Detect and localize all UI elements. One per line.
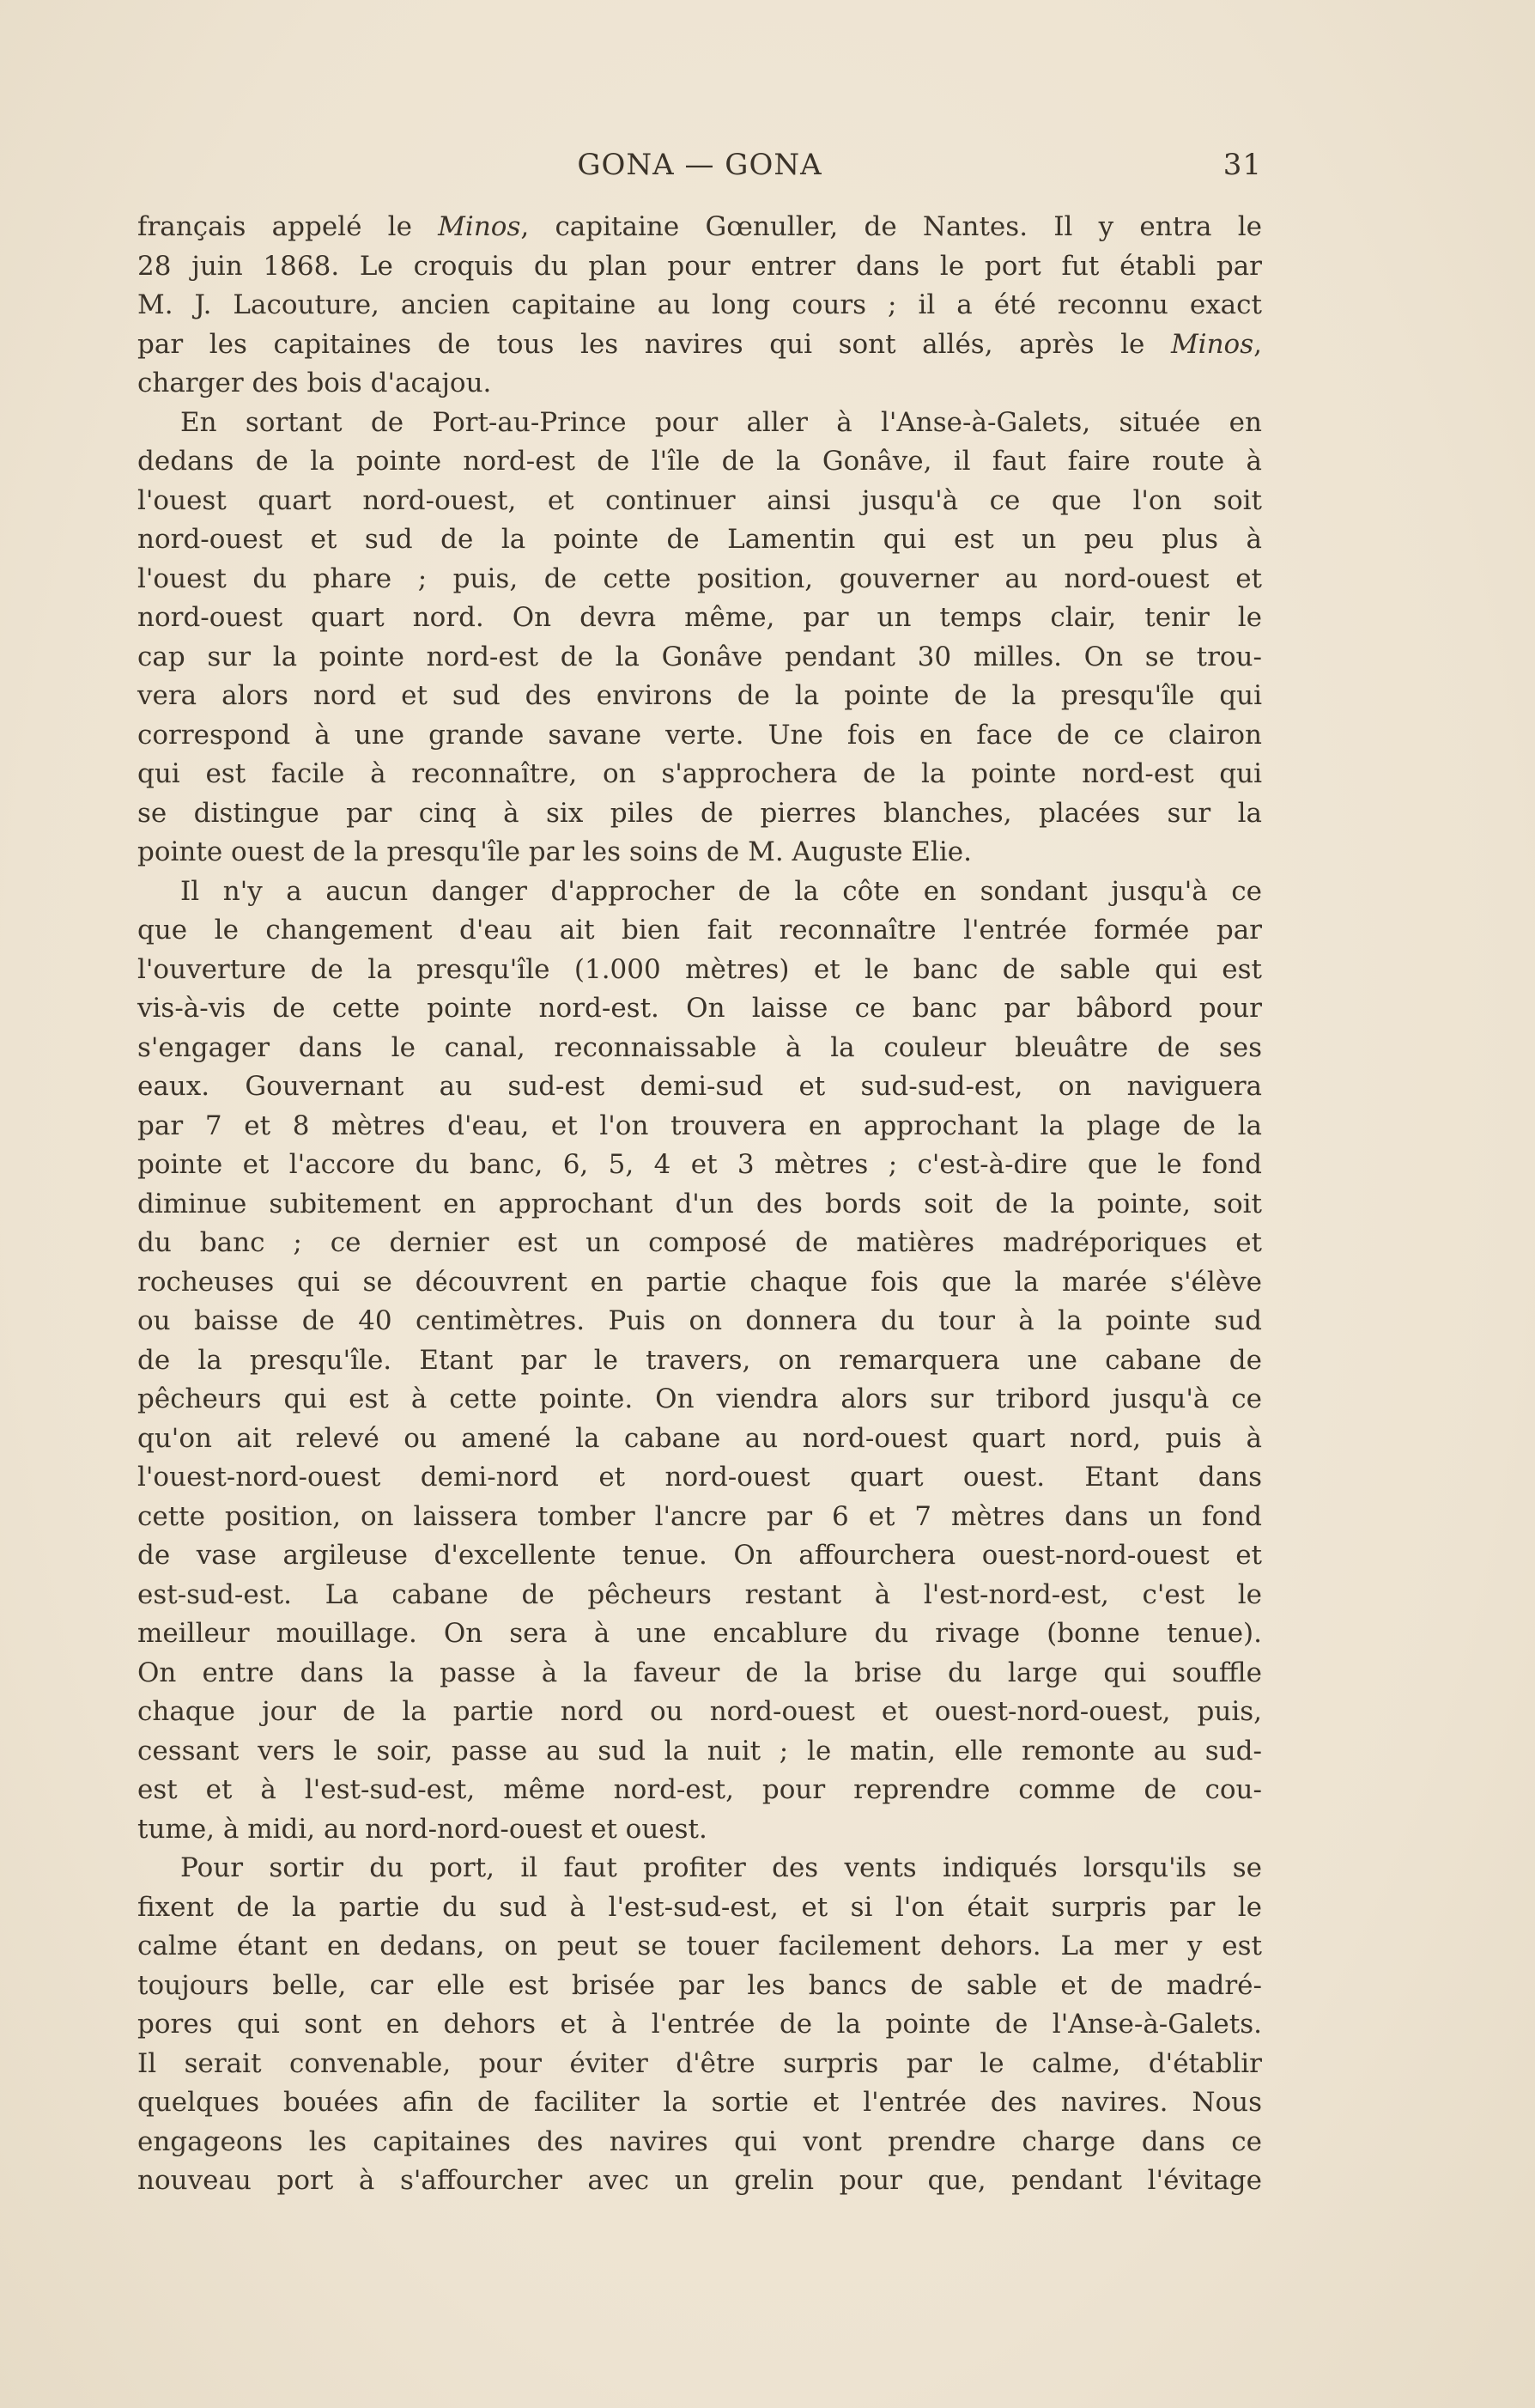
text-line: meilleur mouillage. On sera à une encablure du rivage (bonne tenue). — [137, 1618, 1262, 1649]
text-line: tume, à midi, au nord-nord-ouest et ouest. — [137, 1813, 707, 1845]
text-line: l'ouest du phare ; puis, de cette position, gouverner au nord-ouest et — [137, 562, 1262, 594]
text-line: Il serait convenable, pour éviter d'être surpris par le calme, d'établir — [137, 2047, 1262, 2079]
text-line: charger des bois d'acajou. — [137, 368, 492, 398]
text-line: correspond à une grande savane verte. Une fois en face de ce clairon — [137, 719, 1262, 751]
text-line: Il n'y a aucun danger d'approcher de la côte en sondant jusqu'à ce — [180, 875, 1262, 907]
text-line: 28 juin 1868. Le croquis du plan pour entrer dans le port fut établi par — [137, 250, 1262, 282]
text-line: pointe ouest de la presqu'île par les soins de M. Auguste Elie. — [137, 836, 972, 867]
text-line: ou baisse de 40 centimètres. Puis on donnera du tour à la pointe sud — [137, 1305, 1262, 1336]
text-line: que le changement d'eau ait bien fait reconnaître l'entrée formée par — [137, 915, 1262, 946]
paragraph — [137, 873, 1262, 1850]
text-line: est et à l'est-sud-est, même nord-est, pour reprendre comme de cou- — [137, 1774, 1262, 1805]
text-line: chaque jour de la partie nord ou nord-ouest et ouest-nord-ouest, puis, — [137, 1696, 1262, 1727]
body-text — [137, 208, 1262, 2201]
text-line: qu'on ait relevé ou amené la cabane au nord-ouest quart nord, puis à — [137, 1422, 1262, 1454]
text-line: est-sud-est. La cabane de pêcheurs restant à l'est-nord-est, c'est le — [137, 1578, 1262, 1610]
text-line: nord-ouest et sud de la pointe de Lamentin qui est un peu plus à — [137, 524, 1262, 555]
text-line: nouveau port à s'affourcher avec un grelin pour que, pendant l'évitage — [137, 2165, 1262, 2196]
text-line: pointe et l'accore du banc, 6, 5, 4 et 3 mètres ; c'est-à-dire que le fond — [137, 1149, 1262, 1180]
text-line: toujours belle, car elle est brisée par les bancs de sable et de madré- — [137, 1969, 1262, 2001]
text-line: dedans de la pointe nord-est de l'île de la Gonâve, il faut faire route à — [137, 446, 1262, 477]
text-line: du banc ; ce dernier est un composé de matières madréporiques et — [137, 1227, 1262, 1258]
text-line: On entre dans la passe à la faveur de la brise du large qui souffle — [137, 1657, 1262, 1688]
text-line: rocheuses qui se découvrent en partie chaque fois que la marée s'élève — [137, 1266, 1262, 1298]
text-line: se distingue par cinq à six piles de pierres blanches, placées sur la — [137, 797, 1262, 829]
text-line: En sortant de Port-au-Prince pour aller à l'Anse-à-Galets, située en — [180, 406, 1262, 438]
text-line: vera alors nord et sud des environs de la pointe de la presqu'île qui — [137, 680, 1262, 711]
text-line: s'engager dans le canal, reconnaissable à la couleur bleuâtre de ses — [137, 1031, 1262, 1063]
text-line: calme étant en dedans, on peut se touer facilement dehors. La mer y est — [137, 1931, 1262, 1961]
text-line: cessant vers le soir, passe au sud la nuit ; le matin, elle remonte au sud- — [137, 1735, 1262, 1766]
text-line: français appelé le Minos, capitaine Gœnuller, de Nantes. Il y entra le — [137, 211, 1262, 242]
text-line: l'ouest-nord-ouest demi-nord et nord-ouest quart ouest. Etant dans — [137, 1462, 1262, 1493]
paragraph — [137, 1849, 1262, 2201]
text-line: par 7 et 8 mètres d'eau, et l'on trouvera en approchant la plage de la — [137, 1110, 1262, 1141]
text-line: de vase argileuse d'excellente tenue. On affourchera ouest-nord-ouest et — [137, 1540, 1262, 1571]
text-line: quelques bouées afin de faciliter la sortie et l'entrée des navires. Nous — [137, 2087, 1262, 2118]
running-head — [137, 148, 1262, 196]
text-line: nord-ouest quart nord. On devra même, par un temps clair, tenir le — [137, 602, 1262, 633]
text-line: qui est facile à reconnaître, on s'approchera de la pointe nord-est qui — [137, 758, 1262, 789]
text-line: par les capitaines de tous les navires qui sont allés, après le Minos, — [137, 328, 1262, 360]
text-line: Pour sortir du port, il faut profiter des vents indiqués lorsqu'ils se — [180, 1852, 1262, 1883]
text-line: fixent de la partie du sud à l'est-sud-est, et si l'on était surpris par le — [137, 1891, 1262, 1923]
text-line: M. J. Lacouture, ancien capitaine au long cours ; il a été reconnu exact — [137, 289, 1262, 320]
running-title: GONA — GONA — [577, 148, 822, 182]
text-line: de la presqu'île. Etant par le travers, on remarquera une cabane de — [137, 1344, 1262, 1376]
text-line: diminue subitement en approchant d'un des bords soit de la pointe, soit — [137, 1188, 1262, 1219]
text-line: engageons les capitaines des navires qui vont prendre charge dans ce — [137, 2125, 1262, 2157]
paragraph — [137, 208, 1262, 404]
text-line: cap sur la pointe nord-est de la Gonâve pendant 30 milles. On se trou- — [137, 641, 1262, 672]
text-line: cette position, on laissera tomber l'ancre par 6 et 7 mètres dans un fond — [137, 1500, 1262, 1532]
text-line: l'ouverture de la presqu'île (1.000 mètres) et le banc de sable qui est — [137, 953, 1262, 985]
text-line: eaux. Gouvernant au sud-est demi-sud et sud-sud-est, on naviguera — [137, 1071, 1262, 1102]
text-line: l'ouest quart nord-ouest, et continuer ainsi jusqu'à ce que l'on soit — [137, 484, 1262, 516]
text-line: pêcheurs qui est à cette pointe. On viendra alors sur tribord jusqu'à ce — [137, 1383, 1262, 1414]
text-line: pores qui sont en dehors et à l'entrée de la pointe de l'Anse-à-Galets. — [137, 2009, 1262, 2040]
book-page — [137, 148, 1262, 2201]
paragraph — [137, 404, 1262, 873]
text-line: vis-à-vis de cette pointe nord-est. On laisse ce banc par bâbord pour — [137, 993, 1262, 1024]
page-number: 31 — [1223, 148, 1262, 182]
